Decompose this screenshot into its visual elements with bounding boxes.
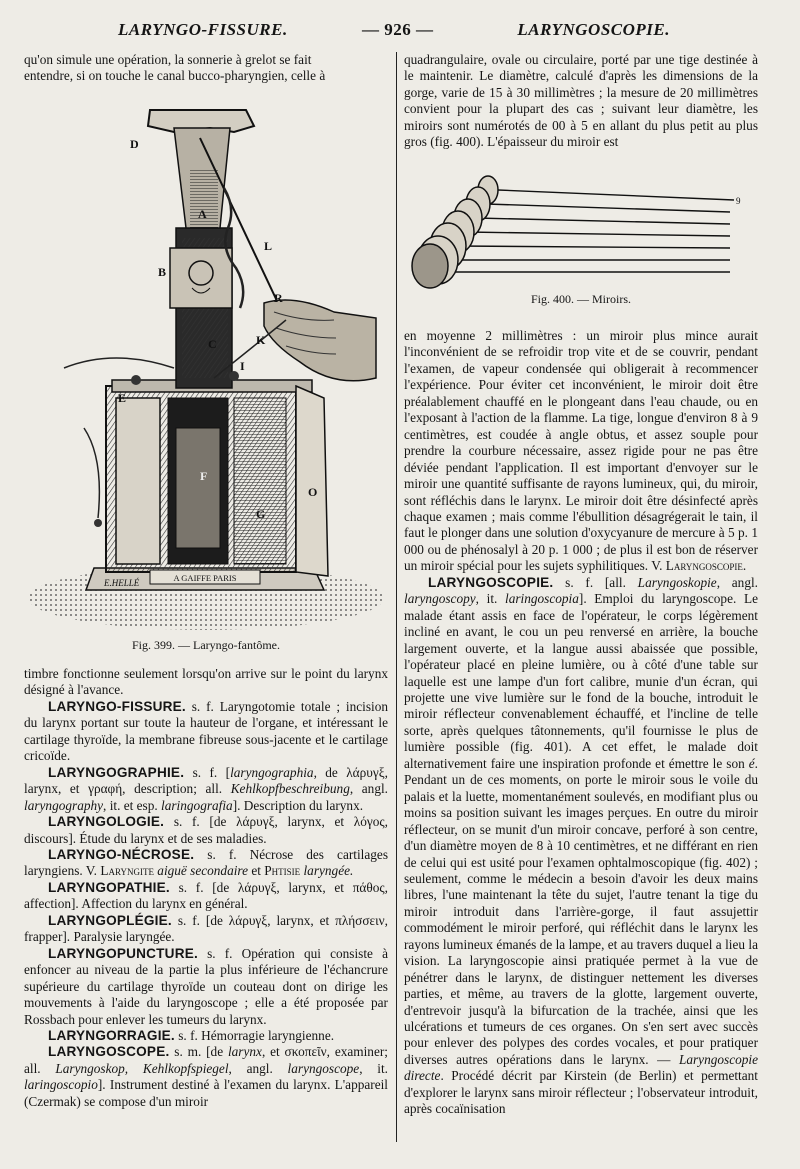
definition-part: et xyxy=(248,863,265,879)
page-number: — 926 — xyxy=(362,20,434,39)
laryngo-fantome-engraving xyxy=(24,98,388,630)
italic-term: laryngée. xyxy=(300,863,354,879)
entry-laryngopuncture xyxy=(24,946,388,1028)
left-column-entries xyxy=(24,666,388,1110)
definition-part: , it. et esp. xyxy=(103,797,162,813)
figure-399-caption xyxy=(24,638,388,653)
column-divider xyxy=(396,52,397,1142)
headword: LARYNGO-NÉCROSE. xyxy=(48,846,195,862)
definition-part: , angl. xyxy=(228,1060,288,1076)
definition: s. f. Opération qui consiste à enfoncer au niveau de la partie la plus inférieure de l'échancrure supérieure du cartilage thyroïde un couteau dont on dirige les mouvements à l'aide du laryngoscope ; elle a été proposée par Rossbach pour enlever les tumeurs du larynx. xyxy=(24,945,388,1027)
definition-part: ]. Emploi du laryngoscope. Le malade étant assis en face de l'opérateur, le corps légèrement incliné en avant, le cou un peu renversé en arrière, la bouche largement ouverte, et la langue aussi abaissée que possible, l'opérateur placé en pleine lumière, ou à côté d'une table sur laquelle est une lampe d'un fort calibre, munie d'un écran, qui projette une vive lumière sur le fond de la bouche, introduit le miroir réflecteur convenablement échauffé, et l'incline de telle sorte, après quelques tâtonnements, qu'il fournisse le plus de lumière possible (fig. 401). A cet effet, le malade doit alternativement faire une inspiration profonde et émettre le son xyxy=(404,591,758,771)
fig-letter-e: E xyxy=(118,391,127,405)
entry-laryngologie xyxy=(24,814,388,847)
definition: s. f. [de λάρυγξ, larynx, et πάθος, affection]. Affection du larynx en général. xyxy=(24,879,388,912)
definition-part: ]. Description du larynx. xyxy=(232,797,364,813)
cross-reference: Laryngite xyxy=(100,863,154,879)
headword: LARYNGOGRAPHIE. xyxy=(48,764,185,780)
fig-letter-l: L xyxy=(264,239,273,253)
headword: LARYNGO-FISSURE. xyxy=(48,698,186,714)
definition: s. f. Hémorragie laryngienne. xyxy=(174,1027,335,1043)
header-right-entry: LARYNGOSCOPIE. xyxy=(517,20,670,39)
paragraph-text: en moyenne 2 millimètres : un miroir plus mince aurait l'inconvénient de se refroidir trop vite et de se couvrir, pendant l'examen, de vapeur condensée qui obligerait à recommencer l'expérience. Pour éviter cet inconvénient, le miroir doit être préalablement chauffé en le plongeant dans l'eau chaude, ou en l'exposant à l'action de la flamme. La tige, longue d'environ 8 à 9 centimètres, est coudée à angle obtus, et assez souple pour prendre la courbure nécessaire, assez rigide pour ne pas être déviée pendant l'application. Il est important d'envoyer sur le miroir une quantité suffisante de rayons lumineux, qui, du miroir, sont réfléchis dans le larynx. Le miroir doit être désinfecté après chaque examen ; mais comme l'ébullition désagrégerait le tain, il faut le plonger dans une solution d'oxycyanure de mercure à 5 p. 1 000 ou de phénosalyl à 20 p. 1 000 ; de plus il est bon de réserver un miroir spécial pour les sujets syphilitiques. V. xyxy=(404,328,758,574)
definition-part: , it. xyxy=(359,1060,388,1076)
italic-term: Kehlkopfbeschreibung xyxy=(230,781,350,797)
cross-reference: Laryngoscopie xyxy=(665,558,743,574)
headword: LARYNGOPUNCTURE. xyxy=(48,945,198,961)
headword: LARYNGOSCOPE. xyxy=(48,1044,170,1060)
italic-term: laryngoscopy xyxy=(404,591,476,607)
definition-part: , et σκοπεῖν, examiner; all. xyxy=(24,1044,388,1076)
italic-term: laringoscopia xyxy=(505,591,579,607)
fig-letter-r: R xyxy=(274,291,283,305)
definition-part: , it. xyxy=(475,591,506,607)
right-column-top xyxy=(404,52,758,151)
entry-laryngoplegie xyxy=(24,913,388,946)
definition-part: . Procédé décrit par Kirstein (de Berlin) et permettant d'explorer le larynx sans miroir réflecteur ; l'observateur introduit, après cocaïnisation xyxy=(404,1068,758,1117)
definition-part: s. m. [de xyxy=(169,1044,228,1060)
fig-letter-c: C xyxy=(208,337,217,351)
fig-letter-f: F xyxy=(200,469,208,483)
definition-part: . Pendant un de ces moments, on porte le miroir sous le voile du palais et la luette, momentanément soulevés, en modifiant plus ou moins sa position suivant les images perçues. En outre du miroir réflecteur, on se munit d'un miroir concave, perforé à son centre, d'un diamètre moyen de 8 à 10 centimètres, et ne différant en rien de celui qui est usité pour l'examen ophtalmoscopique (fig. 402) ; seulement, comme le médecin a besoin d'avoir les deux mains libres, l'une maintenant la tête du sujet, l'autre tenant la tige du miroir introduit dans l'arrière-gorge, il faut assujettir commodément le miroir perforé, qui réfléchit dans le larynx les rayons lumineux émanés de la lampe, et au travers duquel a lieu la vision. La laryngoscopie ainsi pratiquée permet à la vue de pénétrer dans le larynx, de distinguer nettement les diverses parties, et même, au travers de la glotte, largement ouverte, d'entrevoir jusqu'à la bifurcation de la trachée, ainsi que les ulcérations et tumeurs de ces organes. On s'en sert avec succès pour enlever des polypes des cordes vocales, et pour pratiquer diverses autres opérations dans le larynx. — xyxy=(404,755,758,1067)
fig-letter-o: O xyxy=(308,485,318,499)
definition-part: , de λάρυγξ, larynx, et γραφή, description; all. xyxy=(24,764,388,797)
italic-term: laryngography xyxy=(24,797,104,813)
text-paragraph xyxy=(404,328,758,575)
entry-laryngographie xyxy=(24,765,388,814)
text-paragraph: timbre fonctionne seulement lorsqu'on arrive sur le point du larynx désigné à l'avance. xyxy=(24,666,388,698)
entry-laryngoscope xyxy=(24,1044,388,1110)
header-left-entry: LARYNGO-FISSURE. xyxy=(118,20,288,39)
italic-term: é xyxy=(748,755,755,771)
text-paragraph: quadrangulaire, ovale ou circulaire, porté par une tige destinée à le maintenir. Le diamètre, calculé d'après les dimensions de la gorge, varie de 15 à 30 millimètres ; la mesure de 20 millimètres convient pour la plupart des cas ; suivant leur diamètre, les miroirs sont numérotés de 00 à 5 en allant du plus petit au plus gros (fig. 400). L'épaisseur du miroir est xyxy=(404,52,758,150)
italic-term: laringoscopio xyxy=(24,1077,98,1093)
fig-letter-k: K xyxy=(256,333,266,347)
definition: s. f. [de λάρυγξ, larynx, et πλήσσειν, frapper]. Paralysie laryngée. xyxy=(24,912,388,945)
entry-laryngorragie xyxy=(24,1028,388,1044)
italic-term: Laryngoskop, Kehlkopfspiegel xyxy=(55,1060,229,1076)
mirrors-engraving xyxy=(404,168,758,292)
figure-number-label: 9 xyxy=(736,196,741,206)
fig-letter-i: I xyxy=(240,359,245,373)
cross-reference: Phtisie xyxy=(264,863,301,879)
text-line: qu'on simule une opération, la sonnerie à grelot se fait xyxy=(24,52,312,67)
paragraph-end: . xyxy=(742,558,747,574)
definition-part: , angl. xyxy=(716,574,758,590)
headword: LARYNGORRAGIE. xyxy=(48,1027,175,1043)
caption-text: Fig. 399. — Laryngo-fantôme. xyxy=(132,638,280,652)
headword: LARYNGOLOGIE. xyxy=(48,814,165,830)
italic-term: Laryngoskopie xyxy=(637,574,717,590)
italic-term: laringografia xyxy=(161,797,233,813)
figure-400-caption xyxy=(404,292,758,307)
figure-399-laryngo-fantome xyxy=(24,98,388,650)
definition-part: s. f. [all. xyxy=(553,574,638,590)
fig-letter-b: B xyxy=(158,265,167,279)
italic-term: larynx xyxy=(227,1044,262,1060)
text-line: entendre, si on touche le canal bucco-pharyngien, celle à xyxy=(24,68,326,84)
fig-letter-d: D xyxy=(130,137,139,151)
definition-part: s. f. Nécrose des cartilages laryngiens. V. xyxy=(24,846,388,879)
entry-laryngo-necrose xyxy=(24,847,388,880)
headword: LARYNGOPLÉGIE. xyxy=(48,912,172,928)
definition-part: s. f. [ xyxy=(184,764,231,780)
definition: s. f. [de λάρυγξ, larynx, et λόγος, discours]. Étude du larynx et de ses maladies. xyxy=(24,814,388,846)
entry-laryngopathie xyxy=(24,880,388,913)
headword: LARYNGOSCOPIE. xyxy=(428,574,554,590)
italic-term: Laryngoscopie directe xyxy=(404,1051,758,1084)
italic-term: laryngographia xyxy=(230,764,314,780)
caption-text: Fig. 400. — Miroirs. xyxy=(530,292,631,306)
italic-term: laryngoscope xyxy=(287,1060,360,1076)
definition: s. f. Laryngotomie totale ; incision du larynx portant sur toute la hauteur de l'organe, et intéressant le cartilage thyroïde, la membrane fibreuse sous-jacente et le cartilage cricoïde. xyxy=(24,698,388,764)
fig-letter-g: G xyxy=(256,507,266,521)
left-column-top xyxy=(24,52,388,85)
entry-laryngo-fissure xyxy=(24,699,388,765)
headword: LARYNGOPATHIE. xyxy=(48,879,170,895)
gaiffe-stamp: A GAIFFE PARIS xyxy=(173,573,237,583)
fig-letter-a: A xyxy=(198,207,207,221)
definition-part: , angl. xyxy=(349,781,388,797)
entry-laryngoscopie xyxy=(404,575,758,1118)
definition-part: ]. Instrument destiné à l'examen du larynx. L'appareil (Czermak) se compose d'un miroir xyxy=(24,1077,388,1109)
running-header xyxy=(110,20,670,44)
right-column-body xyxy=(404,328,758,1118)
italic-term: aiguë secondaire xyxy=(153,863,249,879)
engraver-signature: E.HELLÉ xyxy=(104,578,140,588)
